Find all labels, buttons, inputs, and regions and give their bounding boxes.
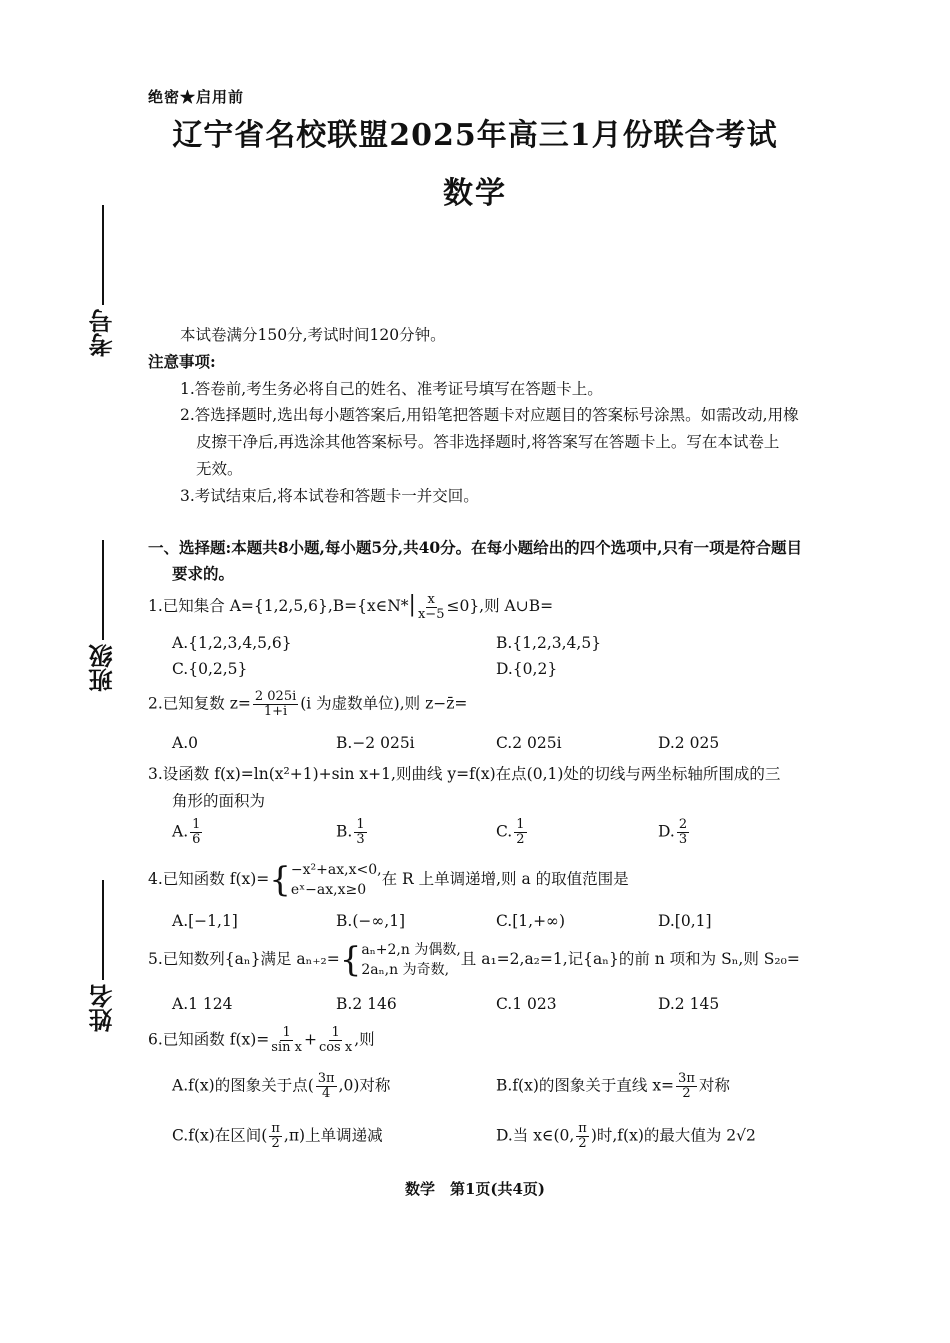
- piecewise-cases: [291, 860, 382, 900]
- option-fraction: [269, 1122, 282, 1151]
- question-3-option-a: [172, 818, 204, 847]
- notes-heading: 注意事项:: [148, 352, 216, 371]
- fraction-numerator: 1: [356, 817, 365, 832]
- side-field-label: 考号: [88, 309, 117, 357]
- fraction-numerator: π: [271, 1121, 280, 1136]
- fraction-denominator: 3: [356, 832, 365, 847]
- fraction-numerator: π: [578, 1121, 587, 1136]
- question-5-option-c: C.1 023: [496, 995, 557, 1013]
- question-2-option-d: D.2 025: [658, 734, 720, 752]
- option-label: A.: [172, 822, 189, 841]
- question-6-stem: [148, 1026, 375, 1055]
- piecewise-brace: {: [269, 860, 291, 900]
- piecewise-case-1: aₙ+2,n 为偶数,: [361, 942, 461, 958]
- piecewise-case-2: 2aₙ,n 为奇数,: [361, 962, 450, 978]
- question-6-text-post: ,则: [354, 1030, 375, 1049]
- question-1-fraction: [418, 593, 445, 622]
- fraction-numerator: 3π: [317, 1071, 335, 1086]
- question-1-text-pre: 1.已知集合 A={1,2,5,6},B={x∈N*: [148, 597, 409, 615]
- question-6-fraction-2: [319, 1026, 352, 1055]
- fraction-denominator: 2: [516, 832, 525, 847]
- question-1-stem: [148, 592, 553, 622]
- fraction-numerator: x: [427, 591, 435, 607]
- option-label: D.: [658, 822, 675, 841]
- option-label: B.: [336, 822, 353, 841]
- fraction-denominator: 6: [192, 832, 201, 847]
- option-text-pre: D.当 x∈(0,: [496, 1126, 575, 1145]
- score-info: 本试卷满分150分,考试时间120分钟。: [180, 326, 446, 344]
- option-text-pre: B.f(x)的图象关于直线 x=: [496, 1076, 675, 1095]
- question-2-option-c: C.2 025i: [496, 734, 562, 752]
- question-5-stem: [148, 940, 800, 980]
- question-1-text-post: ≤0},则 A∪B=: [446, 597, 554, 615]
- option-text-pre: A.f(x)的图象关于点(: [172, 1076, 314, 1095]
- note-3: 3.考试结束后,将本试卷和答题卡一并交回。: [180, 487, 479, 505]
- fraction-denominator: 4: [322, 1086, 331, 1101]
- question-1-option-b: B.{1,2,3,4,5}: [496, 634, 602, 652]
- side-field-label: 姓名: [88, 984, 117, 1032]
- fraction-numerator: 1: [192, 817, 201, 832]
- question-6-option-d: [496, 1122, 756, 1151]
- question-4-option-a: A.[−1,1]: [172, 912, 238, 930]
- fraction-denominator: cos x: [318, 1040, 353, 1055]
- question-4-option-b: B.(−∞,1]: [336, 912, 406, 930]
- question-6-option-c: [172, 1122, 383, 1151]
- fraction-numerator: 1: [282, 1025, 291, 1040]
- fraction-numerator: 2 025i: [254, 689, 297, 704]
- side-field-label: 班级: [88, 644, 117, 692]
- piecewise-case-2: eˣ−ax,x≥0: [290, 882, 367, 898]
- section-heading-line-2: 要求的。: [172, 564, 235, 583]
- option-fraction: [316, 1072, 337, 1101]
- section-heading-line-1: 一、选择题:本题共8小题,每小题5分,共40分。在每小题给出的四个选项中,只有一项是符合题目: [148, 538, 803, 557]
- fraction-numerator: 1: [516, 817, 525, 832]
- option-text-post: 对称: [698, 1076, 730, 1095]
- option-text-pre: C.f(x)在区间(: [172, 1126, 268, 1145]
- question-2-option-a: A.0: [172, 734, 198, 752]
- side-field-name: [85, 880, 120, 1032]
- fraction-denominator: sin x: [271, 1040, 302, 1055]
- question-5-option-d: D.2 145: [658, 995, 720, 1013]
- option-fraction: [514, 818, 526, 847]
- subject-title: 数学: [443, 176, 507, 211]
- note-2-line-3: 无效。: [196, 460, 243, 478]
- option-fraction: [190, 818, 202, 847]
- piecewise-cases: [361, 940, 460, 980]
- option-fraction: [576, 1122, 589, 1151]
- option-fraction: [354, 818, 366, 847]
- piecewise-case-1: −x²+ax,x<0,: [290, 862, 382, 878]
- side-field-line: [102, 205, 104, 305]
- fraction-denominator: x−5: [417, 606, 445, 622]
- question-3-line-2: 角形的面积为: [172, 792, 266, 810]
- question-3-option-b: [336, 818, 369, 847]
- fraction-denominator: 2: [578, 1136, 587, 1151]
- question-2-text-post: (i 为虚数单位),则 z−z̄=: [300, 694, 468, 713]
- question-1-option-a: A.{1,2,3,4,5,6}: [172, 634, 292, 652]
- question-2-option-b: B.−2 025i: [336, 734, 415, 752]
- note-2-line-1: 2.答选择题时,选出每小题答案后,用铅笔把答题卡对应题目的答案标号涂黑。如需改动,用橡: [180, 406, 799, 424]
- fraction-denominator: 2: [271, 1136, 280, 1151]
- confidential-label: 绝密★启用前: [148, 88, 245, 106]
- set-bar: |: [408, 592, 416, 617]
- question-1-option-c: C.{0,2,5}: [172, 660, 248, 678]
- question-2-text-pre: 2.已知复数 z=: [148, 694, 251, 713]
- question-4-option-c: C.[1,+∞): [496, 912, 566, 930]
- option-text-post: ,π)上单调递减: [283, 1126, 383, 1145]
- question-4-option-d: D.[0,1]: [658, 912, 712, 930]
- option-fraction: [676, 1072, 697, 1101]
- question-2-fraction: [253, 690, 298, 719]
- question-6-text-pre: 6.已知函数 f(x)=: [148, 1030, 270, 1049]
- question-4-text-post: 在 R 上单调递增,则 a 的取值范围是: [381, 870, 629, 888]
- question-5-option-a: A.1 124: [172, 995, 233, 1013]
- option-text-post: )时,f(x)的最大值为 2√2: [590, 1126, 756, 1145]
- piecewise-brace: {: [339, 940, 362, 980]
- question-6-option-a: [172, 1072, 390, 1101]
- question-1-option-d: D.{0,2}: [496, 660, 558, 678]
- option-fraction: [677, 818, 689, 847]
- note-1: 1.答卷前,考生务必将自己的姓名、准考证号填写在答题卡上。: [180, 380, 603, 398]
- page-footer: 数学 第1页(共4页): [404, 1180, 546, 1198]
- question-4-stem: [148, 860, 629, 900]
- question-5-option-b: B.2 146: [336, 995, 397, 1013]
- side-field-line: [102, 540, 104, 640]
- side-field-line: [102, 880, 104, 980]
- question-4-text-pre: 4.已知函数 f(x)=: [148, 870, 270, 888]
- fraction-numerator: 2: [678, 817, 688, 832]
- side-field-exam-number: [85, 205, 120, 357]
- question-3-option-d: [658, 818, 691, 847]
- fraction-denominator: 3: [678, 832, 688, 847]
- fraction-numerator: 1: [331, 1025, 340, 1040]
- plus-sign: +: [303, 1030, 317, 1049]
- fraction-denominator: 2: [682, 1086, 691, 1101]
- question-3-option-c: [496, 818, 529, 847]
- fraction-numerator: 3π: [678, 1071, 695, 1086]
- note-2-line-2: 皮擦干净后,再选涂其他答案标号。答非选择题时,将答案写在答题卡上。写在本试卷上: [196, 433, 780, 451]
- question-3-line-1: 3.设函数 f(x)=ln(x²+1)+sin x+1,则曲线 y=f(x)在点(0,1)处的切线与两坐标轴所围成的三: [148, 765, 781, 783]
- question-6-fraction-1: [271, 1026, 302, 1055]
- option-label: C.: [496, 822, 513, 841]
- question-6-option-b: [496, 1072, 730, 1101]
- option-text-post: ,0)对称: [338, 1076, 391, 1095]
- question-5-text-post: 且 a₁=2,a₂=1,记{aₙ}的前 n 项和为 Sₙ,则 S₂₀=: [460, 950, 800, 968]
- exam-title: 辽宁省名校联盟2025年高三1月份联合考试: [172, 118, 778, 153]
- side-field-class: [85, 540, 120, 692]
- question-5-text-pre: 5.已知数列{aₙ}满足 aₙ₊₂=: [148, 950, 340, 968]
- question-2-stem: [148, 690, 467, 719]
- fraction-denominator: 1+i: [263, 704, 288, 719]
